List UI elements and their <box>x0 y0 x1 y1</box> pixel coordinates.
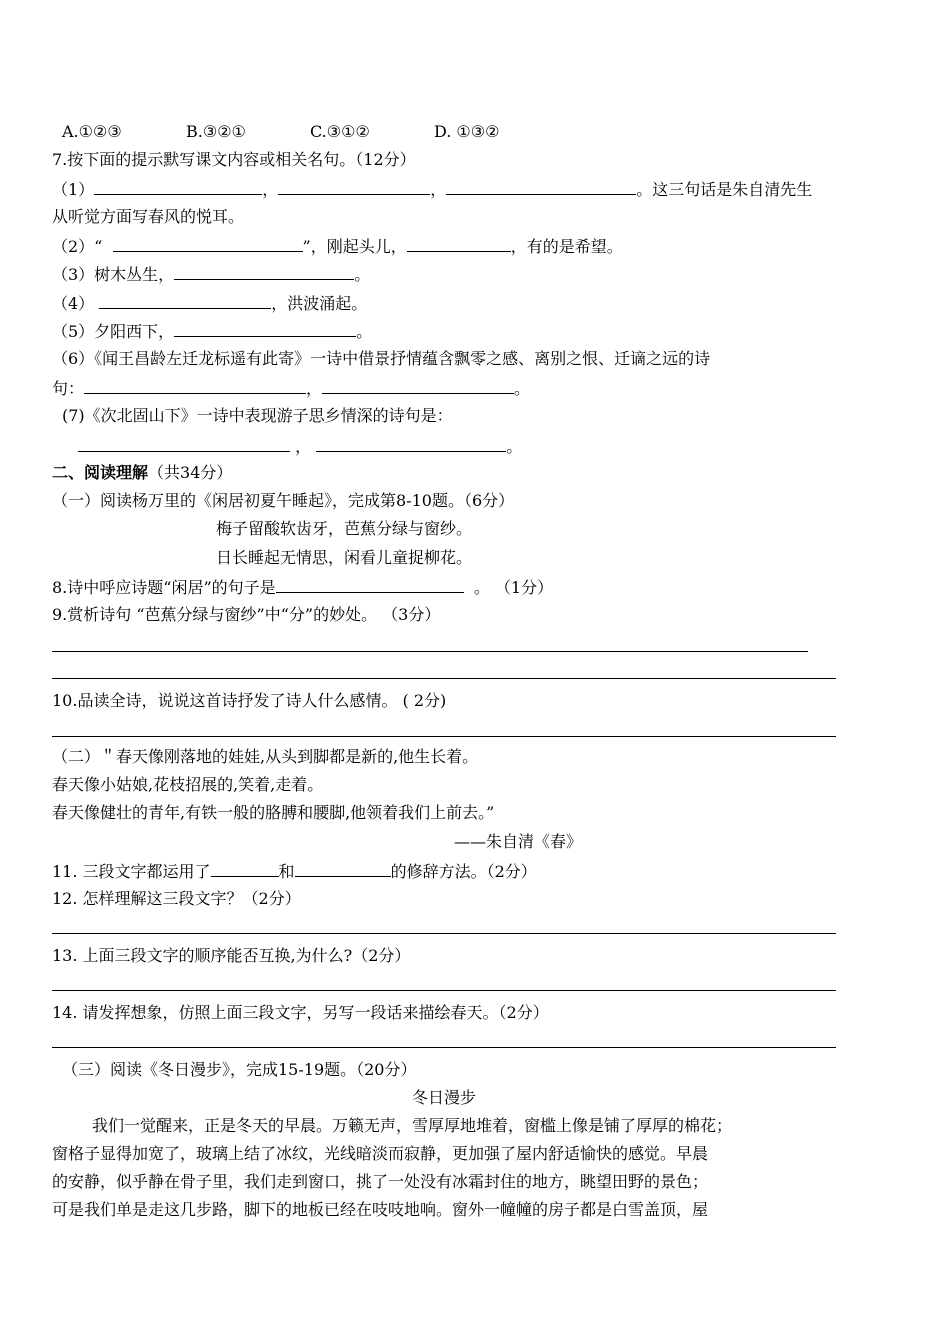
q11-tail: 的修辞方法。（2分） <box>390 862 537 881</box>
part3-intro: （三）阅读《冬日漫步》，完成15-19题。（20分） <box>62 1060 417 1079</box>
q11-blank-1[interactable] <box>211 860 279 877</box>
q12-answer-line[interactable] <box>52 933 836 934</box>
q14-answer-line[interactable] <box>52 1047 836 1048</box>
poem-line-1: 梅子留酸软齿牙，芭蕉分绿与窗纱。 <box>216 519 473 538</box>
q7-l2-head: （2）“ <box>52 237 103 256</box>
q12: 12. 怎样理解这三段文字？（2分） <box>52 889 301 908</box>
part2-passage-2: 春天像小姑娘,花枝招展的,笑着,走着。 <box>52 775 324 794</box>
q7-l5-blank[interactable] <box>174 320 356 337</box>
q14: 14. 请发挥想象，仿照上面三段文字，另写一段话来描绘春天。（2分） <box>52 1003 549 1022</box>
q7-line-7: (7)《次北固山下》一诗中表现游子思乡情深的诗句是： <box>62 406 453 425</box>
q6-options <box>62 121 499 143</box>
q7-line-1 <box>52 178 812 201</box>
q9-answer-line-2[interactable] <box>52 678 836 679</box>
q7-line-5 <box>52 320 372 343</box>
q6-option-a: A.①②③ <box>62 122 122 141</box>
q9: 9.赏析诗句 “芭蕉分绿与窗纱”中“分”的妙处。 （3分） <box>52 605 441 624</box>
part3-paragraph-line-1: 我们一觉醒来，正是冬天的早晨。万籁无声，雪厚厚地堆着，窗槛上像是铺了厚厚的棉花； <box>92 1116 733 1135</box>
q7-l1-tail: 。这三句话是朱自清先生 <box>636 180 813 199</box>
part3-paragraph-line-4: 可是我们单是走这几步路，脚下的地板已经在吱吱地响。窗外一幢幢的房子都是白雪盖顶，屋 <box>52 1200 709 1219</box>
q7-l6b-blank-2[interactable] <box>322 377 514 394</box>
q10-answer-line[interactable] <box>52 736 836 737</box>
q7-l4-head: （4） <box>52 294 95 313</box>
q8-head: 8.诗中呼应诗题“闲居”的句子是 <box>52 578 276 597</box>
q7-l6b-tail: 。 <box>514 379 531 398</box>
q7-l5-head: （5）夕阳西下， <box>52 322 175 341</box>
q8 <box>52 576 553 599</box>
q7-l1-blank-3[interactable] <box>446 178 636 195</box>
q7-l6b-head: 句： <box>52 379 85 398</box>
part3-paragraph-line-2: 窗格子显得加宽了，玻璃上结了冰纹，光线暗淡而寂静，更加强了屋内舒适愉快的感觉。早晨 <box>52 1144 709 1163</box>
q7-line-1b: 从听觉方面写春风的悦耳。 <box>52 207 245 226</box>
q7-l2-blank-2[interactable] <box>407 235 511 252</box>
q7-title: 7.按下面的提示默写课文内容或相关名句。（12分） <box>52 150 416 169</box>
q7-l5-tail: 。 <box>356 322 373 341</box>
part2-passage-1: （二）＂春天像刚落地的娃娃,从头到脚都是新的,他生长着。 <box>52 747 479 766</box>
q7-l7b-blank-1[interactable] <box>78 435 290 452</box>
q7-l6b-blank-1[interactable] <box>84 377 306 394</box>
q11-head: 11. 三段文字都运用了 <box>52 862 211 881</box>
section2-title-rest: （共34分） <box>148 463 233 482</box>
part3-paragraph-line-3: 的安静，似乎静在骨子里，我们走到窗口，挑了一处没有冰霜封住的地方，眺望田野的景色； <box>52 1172 709 1191</box>
q13: 13. 上面三段文字的顺序能否互换,为什么?（2分） <box>52 946 411 965</box>
section2-heading <box>52 462 232 484</box>
q11-mid: 和 <box>278 862 295 881</box>
q7-l3-tail: 。 <box>354 265 371 284</box>
q6-option-b: B.③②① <box>186 122 246 141</box>
q7-line-3 <box>52 263 370 286</box>
q7-l7b-blank-2[interactable] <box>316 435 506 452</box>
q7-l6b-sep: ， <box>306 379 323 398</box>
q8-tail: 。 （1分） <box>473 578 554 597</box>
q7-l1-blank-1[interactable] <box>94 178 262 195</box>
q13-answer-line[interactable] <box>52 990 836 991</box>
q7-l4-blank[interactable] <box>99 292 271 309</box>
part1-intro: （一）阅读杨万里的《闲居初夏午睡起》，完成第8-10题。（6分） <box>52 491 515 510</box>
q7-line-6b <box>52 377 530 400</box>
q6-option-d: D. ①③② <box>434 122 500 141</box>
q11-blank-2[interactable] <box>295 860 391 877</box>
poem-line-2: 日长睡起无情思，闲看儿童捉柳花。 <box>216 548 473 567</box>
q7-l2-blank-1[interactable] <box>113 235 303 252</box>
q7-l4-tail: ，洪波涌起。 <box>271 294 368 313</box>
part2-source: ——朱自清《春》 <box>454 832 583 851</box>
q7-l7b-tail: 。 <box>506 437 523 456</box>
q7-line-2 <box>52 235 623 258</box>
q7-line-7b <box>78 435 522 458</box>
q7-line-6: （6）《闻王昌龄左迁龙标遥有此寄》一诗中借景抒情蕴含飘零之感、离别之恨、迁谪之远的诗 <box>52 349 711 368</box>
q6-option-c: C.③①② <box>310 122 370 141</box>
q8-blank[interactable] <box>276 576 464 593</box>
q11 <box>52 860 537 883</box>
q7-l2-tail: ，有的是希望。 <box>510 237 623 256</box>
q7-line-4 <box>52 292 367 315</box>
q7-l1-sep2: ， <box>430 180 447 199</box>
q7-l7b-sep: ， <box>295 437 312 456</box>
q7-l1-blank-2[interactable] <box>278 178 430 195</box>
q7-l3-blank[interactable] <box>174 263 354 280</box>
q7-l3-head: （3）树木丛生， <box>52 265 175 284</box>
q7-l2-mid: ”，刚起头儿， <box>302 237 407 256</box>
q7-l1-num: （1） <box>52 180 95 199</box>
part3-article-title: 冬日漫步 <box>412 1088 477 1107</box>
q10: 10.品读全诗，说说这首诗抒发了诗人什么感情。 ( 2分) <box>52 691 447 710</box>
section2-title-bold: 二、阅读理解 <box>52 463 149 482</box>
q9-answer-line-1[interactable] <box>52 651 808 652</box>
q7-l1-sep1: ， <box>262 180 279 199</box>
part2-passage-3: 春天像健壮的青年,有铁一般的胳膊和腰脚,他领着我们上前去。” <box>52 803 495 822</box>
